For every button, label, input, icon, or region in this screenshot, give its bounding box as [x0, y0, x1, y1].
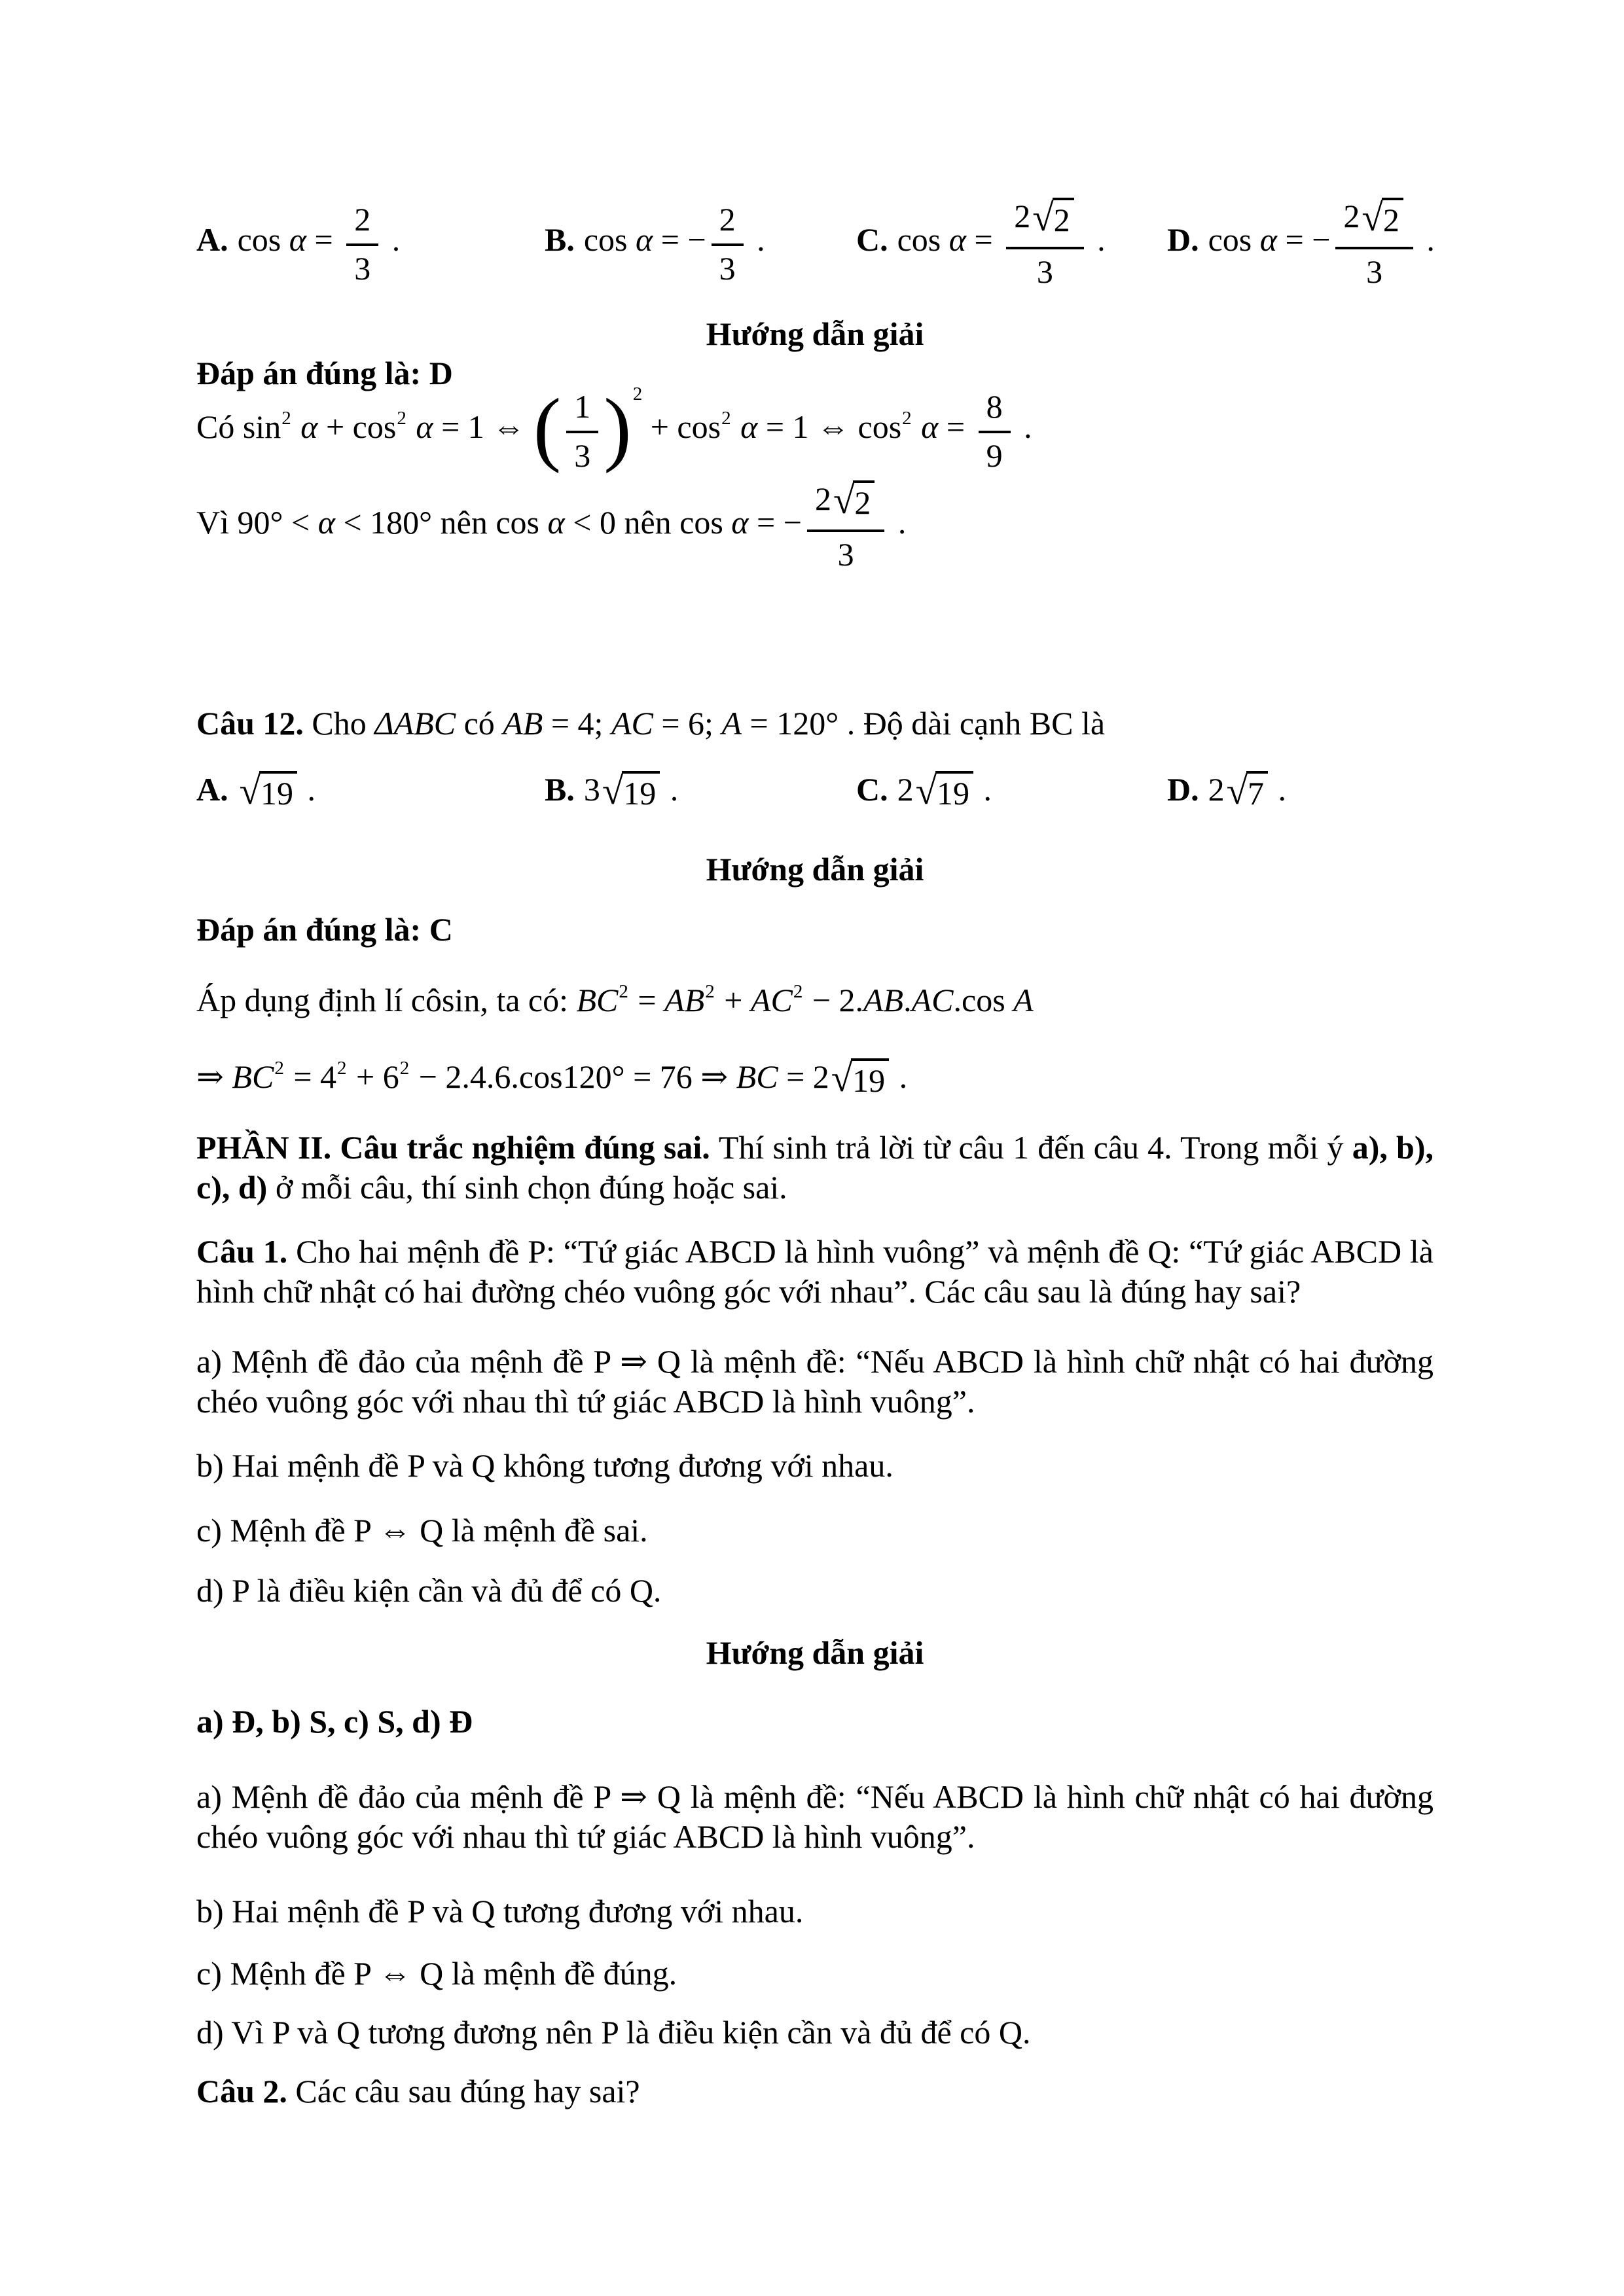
text-run: .: [299, 771, 316, 808]
italic-run: AC: [611, 705, 653, 742]
bold-run: A.: [196, 221, 228, 258]
bold-run: Hướng dẫn giải: [706, 315, 924, 352]
radical-sign: √: [1032, 195, 1054, 239]
text-run: c) Mệnh đề P ⇔ Q là mệnh đề đúng.: [196, 1955, 677, 1992]
text-run: 3: [837, 536, 854, 573]
text-run: [293, 408, 301, 445]
text-run: ⇒: [196, 1058, 232, 1095]
text-run: 19: [623, 774, 657, 812]
text-run: a) Mệnh đề đảo của mệnh đề P ⇒ Q là mệnh đề: “Nếu ABCD là hình chữ nhật có hai đường chéo vuông góc với nhau thì tứ giác ABCD là hình vuông”.: [196, 1343, 1434, 1420]
text-run: 2: [1382, 201, 1399, 238]
italic-run: α: [1259, 221, 1278, 258]
text-run: = 6;: [653, 705, 722, 742]
superscript: 2: [619, 981, 628, 1003]
bold-run: a) Đ, b) S, c) S, d) Đ: [196, 1703, 473, 1740]
italic-run: A: [1013, 982, 1034, 1018]
text-run: =: [938, 408, 973, 445]
radicand: [622, 771, 660, 813]
solution-heading-3: [196, 1633, 1434, 1673]
italic-run: ΔABC: [374, 705, 456, 742]
text-run: b) Hai mệnh đề P và Q không tương đương với nhau.: [196, 1447, 893, 1484]
italic-run: α: [416, 408, 433, 445]
text-run: ở mỗi câu, thí sinh chọn đúng hoặc sai.: [267, 1169, 787, 1206]
q1-statement-c: [196, 1511, 1434, 1551]
paren: ): [604, 380, 632, 474]
denominator: [1335, 249, 1413, 289]
bold-run: Câu 12.: [196, 705, 304, 742]
superscript: 2: [399, 1058, 410, 1079]
bold-run: B.: [545, 771, 575, 808]
text-run: = −: [748, 504, 802, 541]
fraction: [807, 480, 884, 572]
text-run: 2: [1053, 201, 1070, 238]
question-12: [196, 704, 1434, 744]
fraction: [979, 388, 1011, 473]
text-run: 2: [1343, 197, 1360, 234]
square-root: [831, 1058, 889, 1100]
italic-run: AC: [911, 982, 954, 1018]
q1-solution-b: [196, 1892, 1434, 1931]
text-run: 8: [986, 388, 1003, 425]
bold-run: D.: [1167, 221, 1199, 258]
radicand: [935, 771, 973, 813]
italic-run: AC: [750, 982, 793, 1018]
text-run: = −: [653, 221, 706, 258]
text-run: cos: [237, 221, 289, 258]
equation-3: [196, 980, 1434, 1026]
superscript: 2: [281, 408, 291, 429]
text-run: = 2: [778, 1058, 829, 1095]
text-run: Các câu sau đúng hay sai?: [287, 2073, 640, 2109]
italic-run: AB: [664, 982, 705, 1018]
text-run: Vì 90° <: [196, 504, 318, 541]
bold-run: Đáp án đúng là: D: [196, 355, 453, 391]
text-run: 3: [1036, 253, 1053, 291]
radical-sign: √: [833, 478, 855, 522]
text-run: < 180° nên cos: [334, 504, 548, 541]
bold-run: Câu 2.: [196, 2073, 287, 2109]
solution-heading-2: [196, 850, 1434, 889]
text-run: =: [966, 221, 1001, 258]
text-run: 3: [1366, 253, 1383, 291]
q1-answer-key: [196, 1702, 1434, 1742]
text-run: =: [629, 982, 665, 1018]
numerator: [979, 388, 1011, 433]
text-run: + 6: [348, 1058, 399, 1095]
text-run: .: [1015, 408, 1032, 445]
denominator: [807, 532, 884, 572]
square-root: [239, 768, 297, 813]
radicand: [851, 1058, 889, 1100]
text-run: [408, 408, 416, 445]
fraction: [566, 388, 598, 473]
bold-run: a), b), c), d): [196, 1129, 1434, 1206]
radicand: [853, 480, 875, 522]
fraction: [712, 201, 744, 285]
radicand: [1053, 198, 1074, 240]
text-run: cos: [1208, 221, 1260, 258]
radical-sign: √: [915, 768, 937, 812]
text-run: .: [975, 771, 992, 808]
q1-statement-b: [196, 1446, 1434, 1486]
text-run: 2: [354, 201, 371, 238]
text-run: − 2.4.6.cos120° = 76 ⇒: [410, 1058, 736, 1095]
text-run: + cos: [317, 408, 397, 445]
italic-run: α: [547, 504, 565, 541]
denominator: [712, 246, 744, 286]
superscript: 2: [632, 384, 643, 404]
square-root: [915, 768, 973, 813]
answer-option: [856, 195, 1106, 291]
text-run: 7: [1248, 774, 1264, 812]
text-run: Áp dụng định lí côsin, ta có:: [196, 982, 577, 1018]
numerator: [566, 388, 598, 433]
text-run: 2: [854, 484, 871, 521]
part2-intro: [196, 1128, 1434, 1208]
bold-run: Hướng dẫn giải: [706, 1634, 924, 1671]
numerator: [1335, 195, 1413, 250]
fraction: [1335, 195, 1413, 291]
italic-run: α: [317, 504, 335, 541]
text-run: có: [456, 705, 503, 742]
text-run: 2: [719, 201, 736, 238]
bold-run: C.: [856, 771, 888, 808]
q1-statement-a: [196, 1342, 1434, 1422]
italic-run: α: [300, 408, 318, 445]
text-run: d) P là điều kiện cần và đủ để có Q.: [196, 1572, 662, 1609]
equation-1: [196, 380, 1434, 474]
bold-run: Hướng dẫn giải: [706, 851, 924, 888]
text-run: .: [384, 221, 401, 258]
text-run: .: [748, 221, 765, 258]
text-run: .: [890, 504, 907, 541]
answer-key-2: [196, 910, 1434, 950]
text-run: .: [903, 982, 912, 1018]
text-run: cos: [897, 221, 949, 258]
answer-option: [196, 196, 401, 287]
text-run: 2: [1014, 197, 1031, 234]
italic-run: α: [636, 221, 653, 258]
italic-run: AB: [503, 705, 543, 742]
bold-run: A.: [196, 771, 228, 808]
radicand: [1246, 771, 1268, 813]
text-run: = 1 ⇔: [433, 408, 533, 445]
bold-run: Câu 1.: [196, 1233, 288, 1270]
superscript: 2: [274, 1058, 284, 1079]
text-run: d) Vì P và Q tương đương nên P là điều kiện cần và đủ để có Q.: [196, 2014, 1031, 2051]
superscript: 2: [793, 981, 803, 1003]
equation-4: [196, 1047, 1434, 1106]
superscript: 2: [902, 408, 912, 429]
radicand: [259, 771, 297, 813]
answer-option: [545, 766, 678, 813]
q1-solution-a: [196, 1777, 1434, 1857]
text-run: 19: [852, 1062, 886, 1099]
answer-row-q11: [196, 195, 1435, 291]
italic-run: α: [731, 504, 749, 541]
text-run: .: [662, 771, 679, 808]
text-run: [913, 408, 922, 445]
answer-option: [1167, 195, 1435, 291]
text-run: − 2.: [804, 982, 864, 1018]
text-run: .: [1270, 771, 1286, 808]
text-run: = 4;: [543, 705, 611, 742]
radical-sign: √: [831, 1056, 853, 1100]
fraction: [346, 201, 378, 285]
square-root: [1032, 195, 1074, 240]
question-1: [196, 1232, 1434, 1312]
text-run: .cos: [953, 982, 1014, 1018]
text-run: c) Mệnh đề P ⇔ Q là mệnh đề sai.: [196, 1512, 648, 1549]
italic-run: α: [740, 408, 758, 445]
italic-run: α: [948, 221, 967, 258]
text-run: 3: [354, 249, 371, 287]
text-run: .: [891, 1058, 908, 1095]
text-run: 2: [814, 480, 831, 517]
numerator: [346, 201, 378, 246]
denominator: [979, 433, 1011, 473]
text-run: cos: [583, 221, 636, 258]
italic-run: BC: [576, 982, 619, 1018]
superscript: 2: [705, 981, 715, 1003]
square-root: [1362, 195, 1403, 240]
text-run: 2: [1208, 771, 1225, 808]
text-run: < 0 nên cos: [564, 504, 732, 541]
radical-sign: √: [1362, 195, 1383, 239]
text-run: = 4: [285, 1058, 337, 1095]
q1-solution-d: [196, 2013, 1434, 2053]
bold-run: PHẦN II. Câu trắc nghiệm đúng sai.: [196, 1129, 719, 1166]
solution-heading-1: [196, 314, 1434, 354]
numerator: [807, 480, 884, 533]
radical-sign: √: [239, 768, 261, 812]
text-run: 2: [897, 771, 914, 808]
text-run: 3: [574, 437, 591, 474]
paren: (: [533, 380, 562, 474]
text-run: Thí sinh trả lời từ câu 1 đến câu 4. Trong mỗi ý: [718, 1129, 1352, 1166]
square-root: [1226, 768, 1268, 813]
text-run: = 120° . Độ dài cạnh BC là: [742, 705, 1106, 742]
text-run: 19: [261, 774, 293, 812]
equation-2: [196, 478, 1434, 573]
answer-option: [196, 766, 316, 813]
radical-sign: √: [602, 768, 624, 812]
text-run: Cho: [303, 705, 375, 742]
answer-option: [545, 196, 765, 287]
q1-statement-d: [196, 1571, 1434, 1611]
text-run: = 1 ⇔ cos: [757, 408, 902, 445]
text-run: 9: [986, 437, 1003, 474]
italic-run: BC: [736, 1058, 778, 1095]
answer-row-q12: [196, 766, 1434, 813]
text-run: a) Mệnh đề đảo của mệnh đề P ⇒ Q là mệnh đề: “Nếu ABCD là hình chữ nhật có hai đường chéo vuông góc với nhau thì tứ giác ABCD là hình vuông”.: [196, 1778, 1434, 1855]
superscript: 2: [337, 1058, 347, 1079]
numerator: [712, 201, 744, 246]
italic-run: α: [921, 408, 939, 445]
answer-option: [856, 766, 992, 813]
square-root: [833, 480, 875, 522]
superscript: 2: [721, 408, 731, 429]
bold-run: D.: [1167, 771, 1199, 808]
italic-run: AB: [863, 982, 904, 1018]
question-2: [196, 2072, 1434, 2111]
radicand: [1382, 198, 1403, 240]
text-run: .: [1418, 221, 1435, 258]
denominator: [566, 433, 598, 473]
radical-sign: √: [1226, 768, 1248, 812]
text-run: b) Hai mệnh đề P và Q tương đương với nhau.: [196, 1893, 804, 1929]
text-run: 3: [719, 249, 736, 287]
text-run: 1: [574, 388, 591, 425]
italic-run: α: [289, 221, 307, 258]
text-run: Có sin: [196, 408, 281, 445]
italic-run: A: [721, 705, 742, 742]
bold-run: Đáp án đúng là: C: [196, 911, 453, 948]
text-run: = −: [1277, 221, 1331, 258]
bold-run: C.: [856, 221, 888, 258]
answer-option: [1167, 766, 1286, 813]
bold-run: B.: [545, 221, 575, 258]
text-run: Cho hai mệnh đề P: “Tứ giác ABCD là hình vuông” và mệnh đề Q: “Tứ giác ABCD là hình chữ nhật có hai đường chéo vuông góc với nhau”. Các câu sau là đúng hay sai?: [196, 1233, 1434, 1310]
text-run: +: [715, 982, 751, 1018]
text-run: 3: [583, 771, 600, 808]
text-run: + cos: [642, 408, 721, 445]
text-run: [732, 408, 741, 445]
square-root: [602, 768, 660, 813]
denominator: [346, 246, 378, 286]
italic-run: BC: [232, 1058, 274, 1095]
text-run: 19: [937, 774, 969, 812]
fraction: [1006, 195, 1083, 291]
text-run: =: [306, 221, 342, 258]
superscript: 2: [397, 408, 406, 429]
numerator: [1006, 195, 1083, 250]
q1-solution-c: [196, 1954, 1434, 1994]
denominator: [1006, 249, 1083, 289]
text-run: .: [1089, 221, 1106, 258]
